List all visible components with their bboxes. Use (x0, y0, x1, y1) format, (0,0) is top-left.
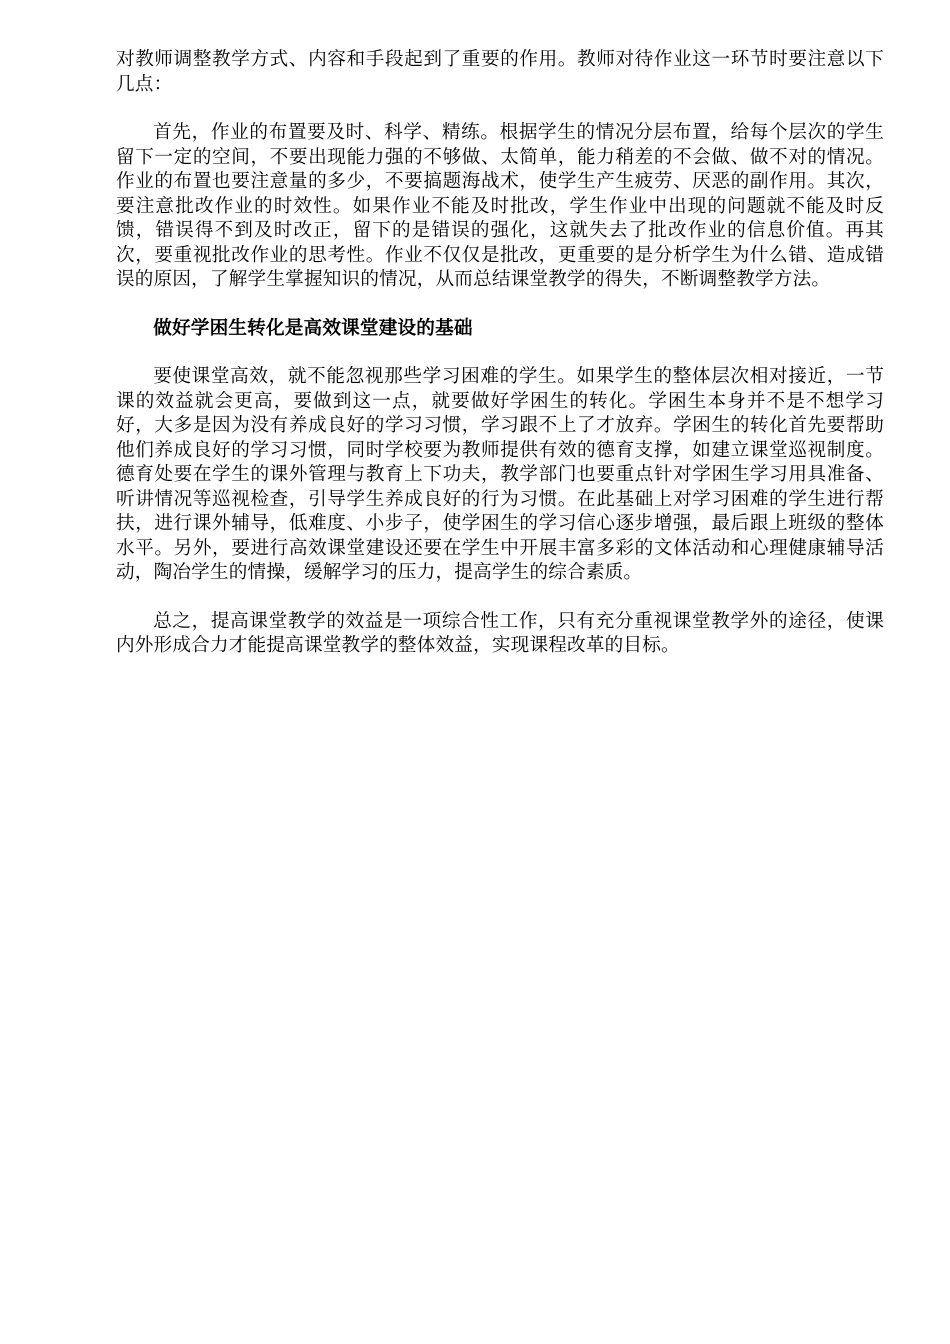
paragraph-homework-points: 首先，作业的布置要及时、科学、精练。根据学生的情况分层布置，给每个层次的学生留下一定的空间，不要出现能力强的不够做、太简单，能力稍差的不会做、做不对的情况。作业的布置也要注意量的多少，不要搞题海战术，使学生产生疲劳、厌恶的副作用。其次，要注意批改作业的时效性。如果作业不能及时批改，学生作业中出现的问题就不能及时反馈，错误得不到及时改正，留下的是错误的强化，这就失去了批改作业的信息价值。再其次，要重视批改作业的思考性。作业不仅仅是批改，更重要的是分析学生为什么错、造成错误的原因，了解学生掌握知识的情况，从而总结课堂教学的得失，不断调整教学方法。 (116, 122, 884, 290)
document-page (116, 48, 884, 659)
paragraph-conclusion: 总之，提高课堂教学的效益是一项综合性工作，只有充分重视课堂教学外的途径，使课内外形成合力才能提高课堂教学的整体效益，实现课程改革的目标。 (116, 610, 884, 656)
paragraph-struggling-students: 要使课堂高效，就不能忽视那些学习困难的学生。如果学生的整体层次相对接近，一节课的效益就会更高，要做到这一点，就要做好学困生的转化。学困生本身并不是不想学习好，大多是因为没有养成良好的学习习惯，学习跟不上了才放弃。学困生的转化首先要帮助他们养成良好的学习习惯，同时学校要为教师提供有效的德育支撑，如建立课堂巡视制度。德育处要在学生的课外管理与教育上下功夫，教学部门也要重点针对学困生学习用具准备、听讲情况等巡视检查，引导学生养成良好的行为习惯。在此基础上对学习困难的学生进行帮扶，进行课外辅导，低难度、小步子，使学困生的学习信心逐步增强，最后跟上班级的整体水平。另外，要进行高效课堂建设还要在学生中开展丰富多彩的文体活动和心理健康辅导活动，陶冶学生的情操，缓解学习的压力，提高学生的综合素质。 (116, 366, 884, 583)
paragraph-homework-intro: 对教师调整教学方式、内容和手段起到了重要的作用。教师对待作业这一环节时要注意以下几点： (116, 49, 884, 95)
section-heading: 做好学困生转化是高效课堂建设的基础 (153, 317, 473, 339)
